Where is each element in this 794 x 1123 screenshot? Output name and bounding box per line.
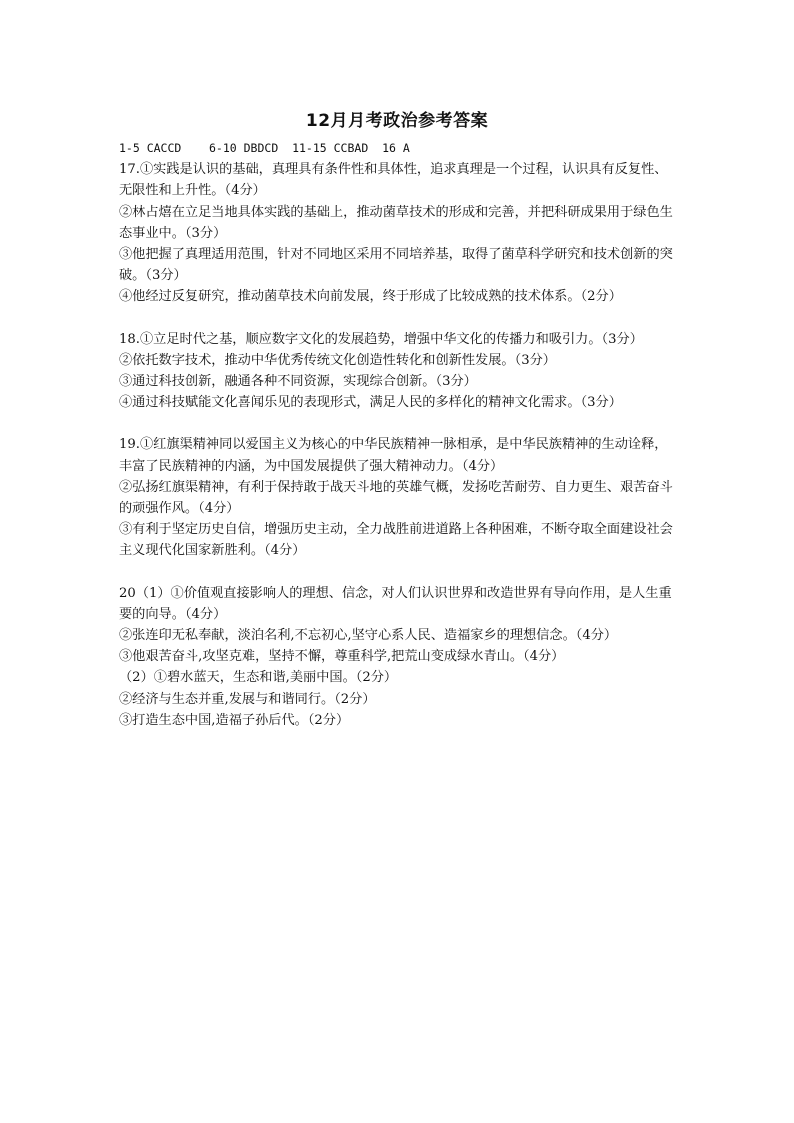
multiple-choice-answers: 1-5 CACCD 6-10 DBDCD 11-15 CCBAD 16 A: [119, 141, 410, 155]
q20-part1-point-2: ②张连印无私奉献，淡泊名利,不忘初心,坚守心系人民、造福家乡的理想信念。（4分）: [119, 628, 618, 644]
question-18-answer: [119, 329, 679, 414]
answer-content: [119, 138, 679, 752]
q18-point-3: ③通过科技创新，融通各种不同资源，实现综合创新。（3分）: [119, 374, 477, 390]
q19-point-1: 19.①红旗渠精神同以爱国主义为核心的中华民族精神一脉相承，是中华民族精神的生动诠释，丰富了民族精神的内涵，为中国发展提供了强大精神动力。（4分）: [119, 437, 668, 474]
q18-point-2: ②依托数字技术，推动中华优秀传统文化创造性转化和创新性发展。（3分）: [119, 352, 556, 368]
page-title: 12月月考政治参考答案: [305, 111, 489, 131]
q20-part2-point-2: ②经济与生态并重,发展与和谐同行。（2分）: [119, 691, 376, 707]
q18-point-4: ④通过科技赋能文化喜闻乐见的表现形式，满足人民的多样化的精神文化需求。（3分）: [119, 395, 622, 411]
q19-point-3: ③有利于坚定历史自信，增强历史主动，全力战胜前进道路上各种困难，不断夺取全面建设社会主义现代化国家新胜利。（4分）: [119, 522, 673, 559]
question-17-answer: [119, 159, 679, 307]
q17-point-2: ②林占熺在立足当地具体实践的基础上，推动菌草技术的形成和完善，并把科研成果用于绿色生态事业中。（3分）: [119, 204, 673, 241]
q20-part2-point-3: ③打造生态中国,造福子孙后代。（2分）: [119, 712, 350, 728]
q18-point-1: 18.①立足时代之基，顺应数字文化的发展趋势，增强中华文化的传播力和吸引力。（3分）: [119, 331, 643, 347]
question-20-answer: [119, 583, 679, 731]
q17-point-3: ③他把握了真理适用范围，针对不同地区采用不同培养基，取得了菌草科学研究和技术创新的突破。（3分）: [119, 247, 673, 284]
q17-point-1: 17.①实践是认识的基础，真理具有条件性和具体性，追求真理是一个过程，认识具有反复性、无限性和上升性。（4分）: [119, 162, 668, 199]
q20-part1-point-1: 20（1）①价值观直接影响人的理想、信念，对人们认识世界和改造世界有导向作用，是人生重要的向导。（4分）: [119, 585, 672, 622]
question-19-answer: [119, 434, 679, 561]
q20-part1-point-3: ③他艰苦奋斗,攻坚克难，坚持不懈，尊重科学,把荒山变成绿水青山。（4分）: [119, 649, 565, 665]
q17-point-4: ④他经过反复研究，推动菌草技术向前发展，终于形成了比较成熟的技术体系。（2分）: [119, 289, 622, 305]
q19-point-2: ②弘扬红旗渠精神，有利于保持敢于战天斗地的英雄气概，发扬吃苦耐劳、自力更生、艰苦奋斗的顽强作风。（4分）: [119, 479, 673, 517]
q20-part2-point-1: （2）①碧水蓝天，生态和谐,美丽中国。（2分）: [119, 670, 398, 686]
